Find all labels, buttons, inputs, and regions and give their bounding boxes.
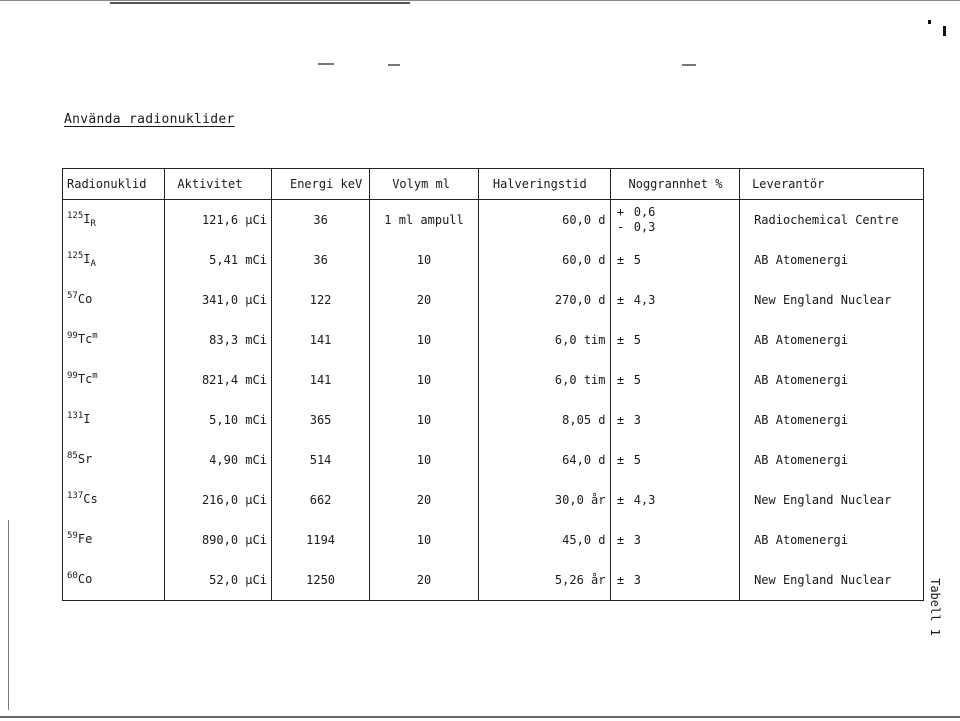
accuracy-sign: ±	[616, 492, 625, 507]
activity-cell: 341,0 μCi	[165, 280, 272, 320]
halflife-cell: 6,0 tim	[478, 320, 610, 360]
halflife-cell: 64,0 d	[478, 440, 610, 480]
nuclide-cell	[63, 200, 165, 241]
scan-edge-left	[8, 520, 9, 710]
scan-speck	[318, 63, 334, 65]
volume-cell: 1 ml ampull	[370, 200, 479, 241]
scan-speck	[388, 64, 400, 66]
accuracy-value: 3	[633, 412, 641, 427]
volume-cell: 10	[370, 240, 479, 280]
page-title: Använda radionuklider	[64, 112, 235, 127]
accuracy-value: 4,3	[633, 292, 656, 307]
element-symbol: I	[83, 252, 91, 266]
supplier-cell: AB Atomenergi	[740, 520, 924, 560]
mass-number: 60	[67, 571, 78, 581]
mass-number: 99	[67, 331, 78, 341]
accuracy-value: 5	[633, 332, 641, 347]
scan-mark-top	[110, 2, 410, 4]
supplier-cell: New England Nuclear	[740, 280, 924, 320]
accuracy-cell	[610, 520, 740, 560]
halflife-cell: 60,0 d	[478, 200, 610, 241]
volume-cell: 20	[370, 560, 479, 601]
table-row	[63, 520, 924, 560]
scan-edge-top	[0, 0, 960, 1]
accuracy-sign: ±	[616, 372, 625, 387]
volume-cell: 20	[370, 280, 479, 320]
activity-cell: 890,0 μCi	[165, 520, 272, 560]
energy-cell: 1250	[271, 560, 369, 601]
energy-cell: 514	[271, 440, 369, 480]
nuclide-cell	[63, 480, 165, 520]
volume-cell: 20	[370, 480, 479, 520]
nuclide-subscript: A	[90, 259, 96, 269]
accuracy-value: 5	[633, 372, 641, 387]
accuracy-value: 5	[633, 252, 641, 267]
accuracy-cell	[610, 400, 740, 440]
energy-cell: 662	[271, 480, 369, 520]
header-energy: Energi keV	[271, 169, 369, 200]
element-symbol: Cs	[83, 492, 98, 506]
table-row	[63, 240, 924, 280]
accuracy-sign: ±	[616, 332, 625, 347]
header-accuracy: Noggrannhet %	[610, 169, 740, 200]
accuracy-sign: ±	[616, 572, 625, 587]
nuclide-cell	[63, 560, 165, 601]
activity-cell: 821,4 mCi	[165, 360, 272, 400]
accuracy-cell	[610, 280, 740, 320]
activity-cell: 52,0 μCi	[165, 560, 272, 601]
energy-cell: 141	[271, 320, 369, 360]
accuracy-value: 5	[633, 452, 641, 467]
mass-number: 125	[67, 251, 84, 261]
activity-cell: 5,10 mCi	[165, 400, 272, 440]
nuclide-superscript: m	[92, 371, 98, 381]
accuracy-sign-2: -	[616, 220, 625, 234]
element-symbol: Fe	[77, 532, 93, 546]
element-symbol: Tc	[77, 332, 93, 346]
activity-cell: 4,90 mCi	[165, 440, 272, 480]
accuracy-sign: ±	[616, 292, 625, 307]
table-row	[63, 280, 924, 320]
activity-cell: 83,3 mCi	[165, 320, 272, 360]
supplier-cell: New England Nuclear	[740, 560, 924, 601]
supplier-cell: Radiochemical Centre	[740, 200, 924, 241]
table-row	[63, 480, 924, 520]
accuracy-cell	[610, 320, 740, 360]
scan-edge-bottom	[0, 716, 960, 718]
energy-cell: 36	[271, 200, 369, 241]
nuclide-cell	[63, 440, 165, 480]
mass-number: 131	[67, 411, 84, 421]
accuracy-cell	[610, 480, 740, 520]
activity-cell: 121,6 μCi	[165, 200, 272, 241]
accuracy-sign: ±	[616, 252, 625, 267]
scan-speck	[943, 26, 946, 36]
element-symbol: I	[83, 412, 91, 426]
accuracy-cell	[610, 240, 740, 280]
header-volume: Volym ml	[370, 169, 479, 200]
mass-number: 85	[67, 451, 78, 461]
energy-cell: 365	[271, 400, 369, 440]
accuracy-cell	[610, 360, 740, 400]
energy-cell: 141	[271, 360, 369, 400]
activity-cell: 5,41 mCi	[165, 240, 272, 280]
table-row	[63, 360, 924, 400]
header-activity: Aktivitet	[165, 169, 272, 200]
nuclide-cell	[63, 520, 165, 560]
nuclide-subscript: R	[90, 219, 96, 229]
accuracy-value-2: 0,3	[633, 220, 656, 234]
element-symbol: Co	[77, 572, 93, 586]
table-header-row	[63, 169, 924, 200]
supplier-cell: AB Atomenergi	[740, 440, 924, 480]
element-symbol: Tc	[77, 372, 93, 386]
halflife-cell: 30,0 år	[478, 480, 610, 520]
element-symbol: Sr	[77, 452, 93, 466]
accuracy-value: 3	[633, 532, 641, 547]
accuracy-sign: +	[616, 205, 625, 219]
scan-speck	[928, 20, 931, 24]
halflife-cell: 8,05 d	[478, 400, 610, 440]
accuracy-cell	[610, 440, 740, 480]
supplier-cell: New England Nuclear	[740, 480, 924, 520]
nuclide-cell	[63, 240, 165, 280]
volume-cell: 10	[370, 440, 479, 480]
accuracy-value: 3	[633, 572, 641, 587]
header-halflife: Halveringstid	[478, 169, 610, 200]
volume-cell: 10	[370, 520, 479, 560]
accuracy-value: 0,6	[633, 205, 656, 219]
supplier-cell: AB Atomenergi	[740, 240, 924, 280]
table-row	[63, 400, 924, 440]
mass-number: 59	[67, 531, 78, 541]
accuracy-sign: ±	[616, 452, 625, 467]
nuclide-cell	[63, 320, 165, 360]
mass-number: 125	[67, 211, 84, 221]
header-supplier: Leverantör	[740, 169, 924, 200]
halflife-cell: 60,0 d	[478, 240, 610, 280]
element-symbol: I	[83, 212, 91, 226]
supplier-cell: AB Atomenergi	[740, 320, 924, 360]
halflife-cell: 5,26 år	[478, 560, 610, 601]
accuracy-cell	[610, 200, 740, 241]
supplier-cell: AB Atomenergi	[740, 360, 924, 400]
halflife-cell: 6,0 tim	[478, 360, 610, 400]
volume-cell: 10	[370, 320, 479, 360]
halflife-cell: 45,0 d	[478, 520, 610, 560]
table-row	[63, 440, 924, 480]
nuclide-cell	[63, 360, 165, 400]
accuracy-value: 4,3	[633, 492, 656, 507]
energy-cell: 1194	[271, 520, 369, 560]
supplier-cell: AB Atomenergi	[740, 400, 924, 440]
nuclide-superscript: m	[92, 331, 98, 341]
halflife-cell: 270,0 d	[478, 280, 610, 320]
volume-cell: 10	[370, 360, 479, 400]
table-caption: Tabell 1	[928, 578, 942, 636]
table-row	[63, 320, 924, 360]
mass-number: 137	[67, 491, 84, 501]
energy-cell: 36	[271, 240, 369, 280]
header-nuclide: Radionuklid	[63, 169, 165, 200]
accuracy-sign: ±	[616, 412, 625, 427]
nuclide-cell	[63, 400, 165, 440]
table-row	[63, 200, 924, 241]
element-symbol: Co	[77, 292, 93, 306]
energy-cell: 122	[271, 280, 369, 320]
table-row	[63, 560, 924, 601]
accuracy-sign: ±	[616, 532, 625, 547]
scan-speck	[682, 64, 696, 66]
activity-cell: 216,0 μCi	[165, 480, 272, 520]
radionuclide-table	[62, 168, 924, 601]
nuclide-cell	[63, 280, 165, 320]
mass-number: 57	[67, 291, 78, 301]
accuracy-cell	[610, 560, 740, 601]
mass-number: 99	[67, 371, 78, 381]
volume-cell: 10	[370, 400, 479, 440]
